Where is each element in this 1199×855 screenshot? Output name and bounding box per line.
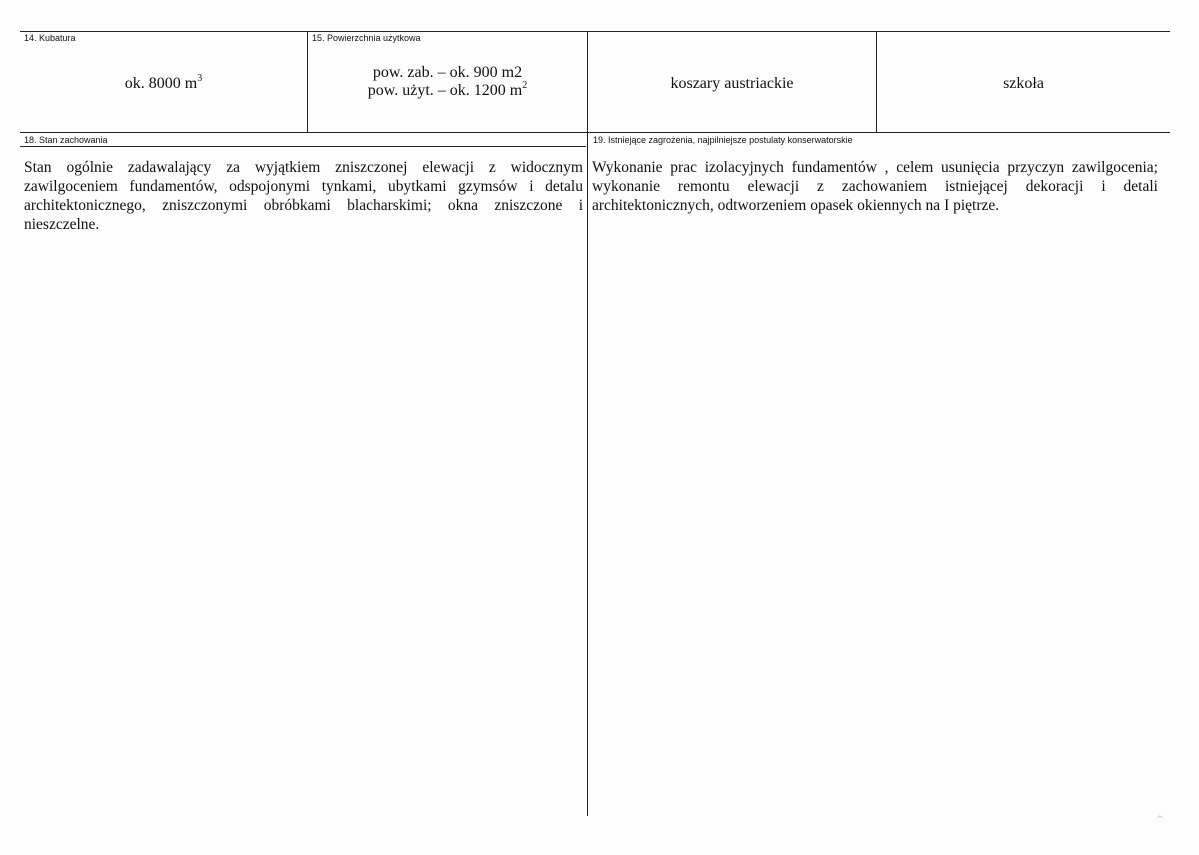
funkcja-obecna-value [877,46,1170,122]
funkcja-pierwotna-text: koszary austriackie [670,75,794,92]
divider-center [587,31,588,816]
left-label-underline [20,146,586,147]
zagrozenia-label: 19. Istniejące zagrożenia, najpilniejsze postulaty konserwatorskie [593,135,853,145]
kubatura-value-text: ok. 8000 m [124,75,198,92]
powierzchnia-line2-text: pow. użyt. – ok. 1200 m [367,82,523,99]
kubatura-value [20,46,307,122]
kubatura-value-sup: 3 [197,72,203,84]
kubatura-label: 14. Kubatura [24,33,76,43]
powierzchnia-line2-sup: 2 [522,79,528,91]
funkcja-pierwotna-value [588,46,876,122]
zagrozenia-text: Wykonanie prac izolacyjnych fundamentów , celem usunięcia przyczyn zawilgocenia; wykonanie remontu elewacji z zachowaniem istniejącej dekoracji i detali architektonicznych, odtworzeniem opasek okiennych na I piętrze. [592,159,1158,214]
powierzchnia-line1: pow. zab. – ok. 900 m2 [372,64,523,81]
section-divider-rule [20,132,1170,133]
powierzchnia-label: 15. Powierzchnia użytkowa [312,33,421,43]
funkcja-obecna-text: szkoła [1003,75,1044,92]
scan-artifact: ^ [1156,815,1164,825]
stan-zachowania-label: 18. Stan zachowania [24,135,108,145]
powierzchnia-value [308,52,587,112]
stan-zachowania-text: Stan ogólnie zadawalający za wyjątkiem zniszczonej elewacji z widocznym zawilgoceniem fundamentów, odspojonymi tynkami, ubytkami gzymsów i detalu architektonicznego, zniszczonymi obróbkami blacharskimi; okna zniszczone i nieszczelne. [24,159,583,233]
top-rule [20,31,1170,32]
